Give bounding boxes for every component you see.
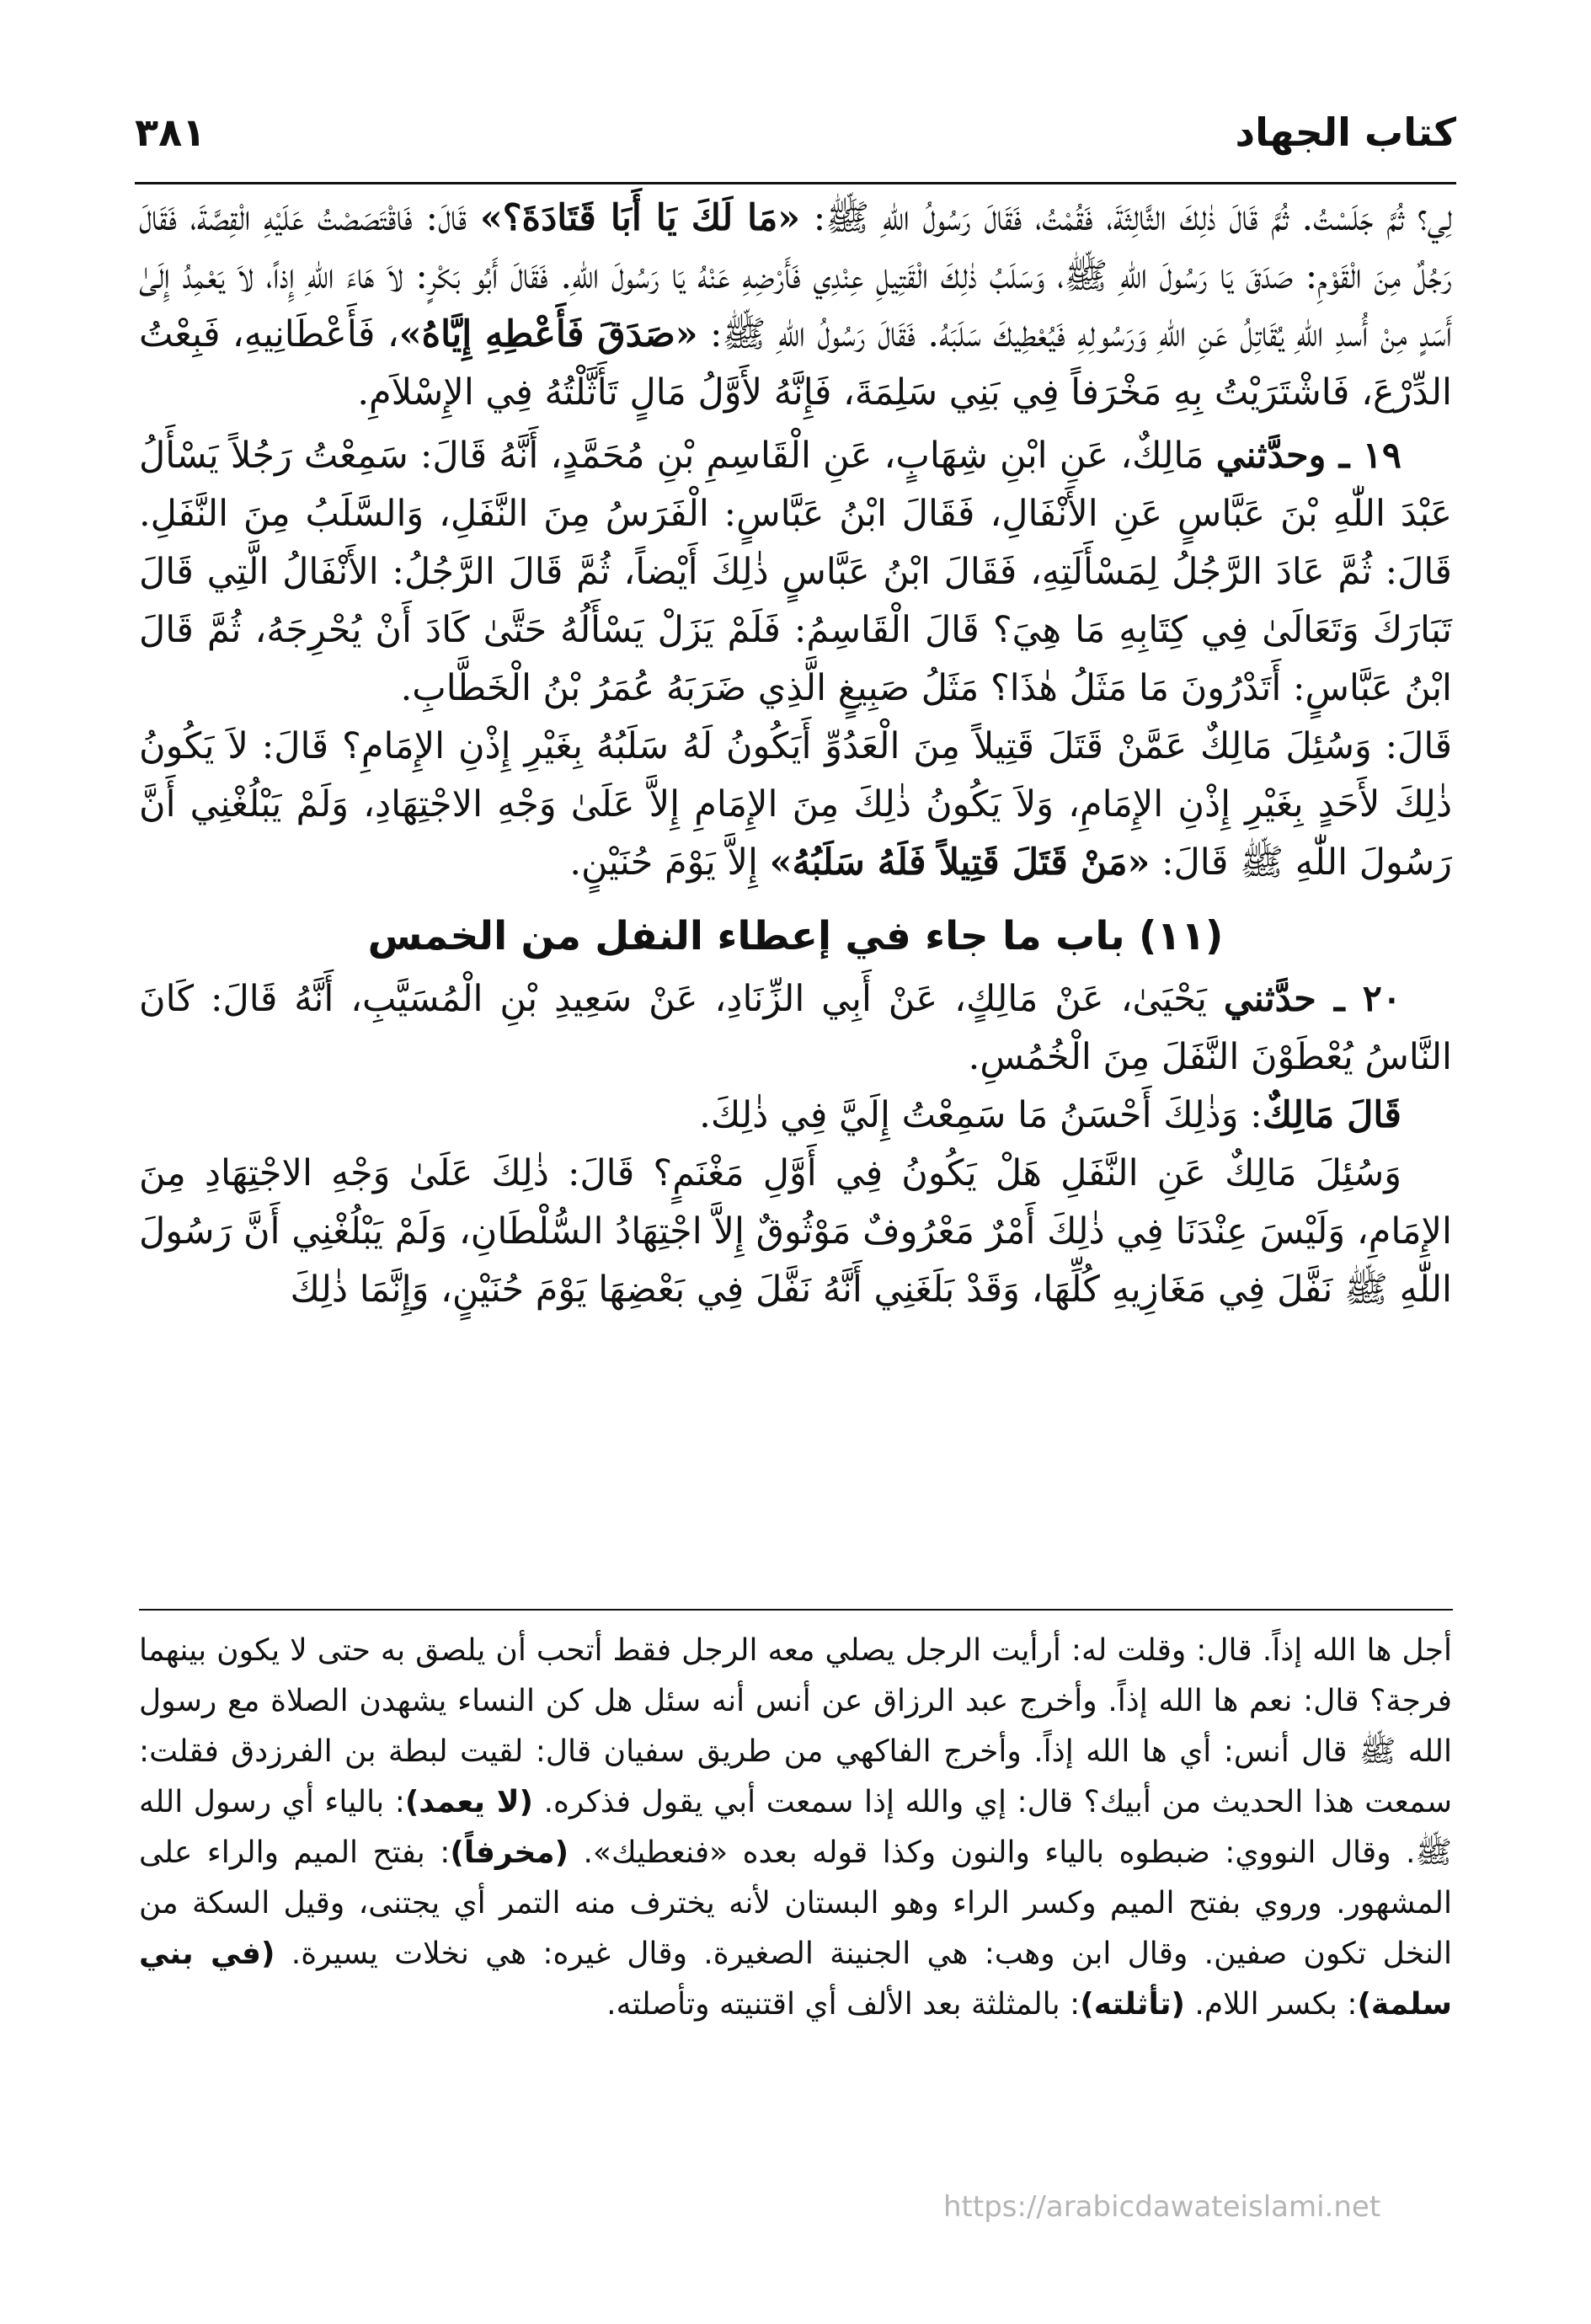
page-header: [135, 101, 1456, 177]
footnote-term: (لا يعمد): [404, 1785, 533, 1819]
text: قَالَ: وَسُئِلَ مَالِكٌ عَمَّنْ قَتَلَ قَتِيلاً مِنَ الْعَدُوِّ أَيَكُونُ لَهُ سَلَبُهُ بِغَيْرِ إِذْنِ الإِمَامِ؟ قَالَ: لاَ يَكُونُ ذٰلِكَ لأَحَدٍ بِغَيْرِ إِذْنِ الإِمَامِ، وَلاَ يَكُونُ ذٰلِكَ مِنَ الإِمَامِ إِلاَّ عَلَىٰ وَجْهِ الاجْتِهَادِ، وَلَمْ يَبْلُغْنِي أَنَّ رَسُولَ اللّٰهِ ﷺ قَالَ:: [139, 725, 1452, 884]
speaker-label: قَالَ مَالِكٌ: [1262, 1094, 1401, 1136]
paragraph-malik-said: [139, 1087, 1452, 1145]
paragraph-malik-question: [139, 718, 1452, 892]
page-number: ٣٨١: [135, 110, 206, 155]
text: : وَذٰلِكَ أَحْسَنُ مَا سَمِعْتُ إِلَيَّ فِي ذٰلِكَ.: [699, 1094, 1263, 1136]
text: وَسُئِلَ مَالِكٌ عَنِ النَّفَلِ هَلْ يَكُونُ فِي أَوَّلِ مَغْنَمٍ؟ قَالَ: ذٰلِكَ عَلَىٰ وَجْهِ الاجْتِهَادِ مِنَ الإِمَامِ، وَلَيْسَ عِنْدَنَا فِي ذٰلِكَ أَمْرٌ مَعْرُوفٌ مَوْثُوقٌ إِلاَّ اجْتِهَادُ السُّلْطَانِ، وَلَمْ يَبْلُغْنِي أَنَّ رَسُولَ اللّٰهِ ﷺ نَفَّلَ فِي مَغَازِيهِ كُلِّهَا، وَقَدْ بَلَغَنِي أَنَّهُ نَفَّلَ فِي بَعْضِهَا يَوْمَ حُنَيْنٍ، وَإِنَّمَا ذٰلِكَ: [139, 1152, 1452, 1311]
main-text: [139, 190, 1452, 1319]
hadith-19: [139, 427, 1452, 718]
footnotes: [139, 1626, 1452, 2030]
text: ، فَأَعْطَانِيهِ، فَبِعْتُ الدِّرْعَ، فَاشْتَرَيْتُ بِهِ مَخْرَفاً فِي بَنِي سَلِمَةَ، فَإِنَّهُ لأَوَّلُ مَالٍ تَأَثَّلْتُهُ فِي الإِسْلاَمِ.: [139, 313, 1452, 414]
watermark-url: https://arabicdawateislami.net: [943, 2190, 1381, 2224]
hadith-quote: «مَنْ قَتَلَ قَتِيلاً فَلَهُ سَلَبُهُ»: [769, 841, 1151, 884]
text: يَحْيَىٰ، عَنْ مَالِكٍ، عَنْ أَبِي الزِّنَادِ، عَنْ سَعِيدِ بْنِ الْمُسَيَّبِ، أَنَّهُ قَالَ: كَانَ النَّاسُ يُعْطَوْنَ النَّفَلَ مِنَ الْخُمُسِ.: [139, 978, 1452, 1078]
hadith-number: ١٩ ـ وحدَّثني: [1215, 435, 1402, 477]
text: مَالِكٌ، عَنِ ابْنِ شِهَابٍ، عَنِ الْقَاسِمِ بْنِ مُحَمَّدٍ، أَنَّهُ قَالَ: سَمِعْتُ رَجُلاً يَسْأَلُ عَبْدَ اللّٰهِ بْنَ عَبَّاسٍ عَنِ الأَنْفَالِ، فَقَالَ ابْنُ عَبَّاسٍ: الْفَرَسُ مِنَ النَّفَلِ، وَالسَّلَبُ مِنَ النَّفَلِ. قَالَ: ثُمَّ عَادَ الرَّجُلُ لِمَسْأَلَتِهِ، فَقَالَ ابْنُ عَبَّاسٍ ذٰلِكَ أَيْضاً، ثُمَّ قَالَ الرَّجُلُ: الأَنْفَالُ الَّتِي قَالَ تَبَارَكَ وَتَعَالَىٰ فِي كِتَابِهِ مَا هِيَ؟ قَالَ الْقَاسِمُ: فَلَمْ يَزَلْ يَسْأَلُهُ حَتَّىٰ كَادَ أَنْ يُحْرِجَهُ، ثُمَّ قَالَ ابْنُ عَبَّاسٍ: أَتَدْرُونَ مَا مَثَلُ هٰذَا؟ مَثَلُ صَبِيغٍ الَّذِي ضَرَبَهُ عُمَرُ بْنُ الْخَطَّابِ.: [139, 435, 1452, 709]
paragraph-abu-qatada: [139, 190, 1452, 422]
text: قَالَ: فَاقْتَصَصْتُ عَلَيْهِ الْقِصَّةَ، فَقَالَ رَجُلٌ مِنَ الْقَوْمِ: صَدَقَ يَا رَسُولَ اللّٰهِ ﷺ، وَسَلَبُ ذٰلِكَ الْقَتِيلِ عِنْدِي فَأَرْضِهِ عَنْهُ يَا رَسُولَ اللّٰهِ. فَقَالَ أَبُو بَكْرٍ: لاَ هَاءَ اللهِ إِذاً، لاَ يَعْمِدُ إِلَىٰ أَسَدٍ مِنْ أُسدِ اللهِ يُقَاتِلُ عَنِ اللهِ وَرَسُولِهِ فَيُعْطِيكَ سَلَبَهُ. فَقَالَ رَسُولُ اللّٰهِ ﷺ:: [139, 197, 1452, 355]
text: : بالمثلثة بعد الألف أي اقتنيته وتأصلته.: [606, 1987, 1081, 2022]
header-rule: [135, 182, 1456, 184]
hadith-quote: «صَدَقَ فَأَعْطِهِ إِيَّاهُ»: [398, 313, 698, 355]
chapter-heading: (١١) باب ما جاء في إعطاء النفل من الخمس: [367, 913, 1224, 959]
footnote-term: (مخرفاً): [450, 1835, 569, 1870]
hadith-number: ٢٠ ـ حدَّثني: [1223, 978, 1401, 1020]
text: أجل ها الله إذاً. قال: وقلت له: أرأيت الرجل يصلي معه الرجل فقط أتحب أن يلصق به حتى لا يكون بينهما فرجة؟ قال: نعم ها الله إذاً. وأخرج عبد الرزاق عن أنس أنه سئل هل كن النساء يشهدن الصلاة مع رسول الله ﷺ قال أنس: أي ها الله إذاً. وأخرج الفاكهي من طريق سفيان قال: لقيت لبطة بن الفرزدق فقلت: سمعت هذا الحديث من أبيك؟ قال: إي والله إذا سمعت أبي يقول فذكره.: [139, 1633, 1452, 1819]
footnote-rule: [139, 1609, 1453, 1611]
footnote-text: [139, 1626, 1452, 2030]
text: : بكسر اللام.: [1184, 1987, 1358, 2022]
book-title: كتاب الجهاد: [1235, 110, 1456, 155]
footnote-term: (تأثلته): [1080, 1987, 1185, 2022]
hadith-20: [139, 970, 1452, 1087]
text: : بفتح الميم والراء على المشهور. وروي بفتح الميم وكسر الراء وهو البستان لأنه يخترف منه التمر أي يجتنى، وقيل السكة من النخل تكون صفين. وقال ابن وهب: هي الجنينة الصغيرة. وقال غيره: هي نخلات يسيرة.: [139, 1835, 1452, 1971]
text: لِي؟ ثُمَّ جَلَسْتُ. ثُمَّ قَالَ ذٰلِكَ الثَّالِثَةَ، فَقُمْتُ، فَقَالَ رَسُولُ اللّٰهِ ﷺ:: [800, 197, 1452, 239]
hadith-quote: «مَا لَكَ يَا أَبَا قَتَادَةَ؟»: [479, 197, 801, 239]
text: إِلاَّ يَوْمَ حُنَيْنٍ.: [569, 841, 770, 884]
paragraph-nafal-question: [139, 1145, 1452, 1319]
text: : بالياء أي رسول الله ﷺ. وقال النووي: ضبطوه بالياء والنون وكذا قوله بعده «فنعطيك».: [139, 1785, 1452, 1870]
footnote-term: (في بني سلمة): [139, 1937, 1452, 2022]
